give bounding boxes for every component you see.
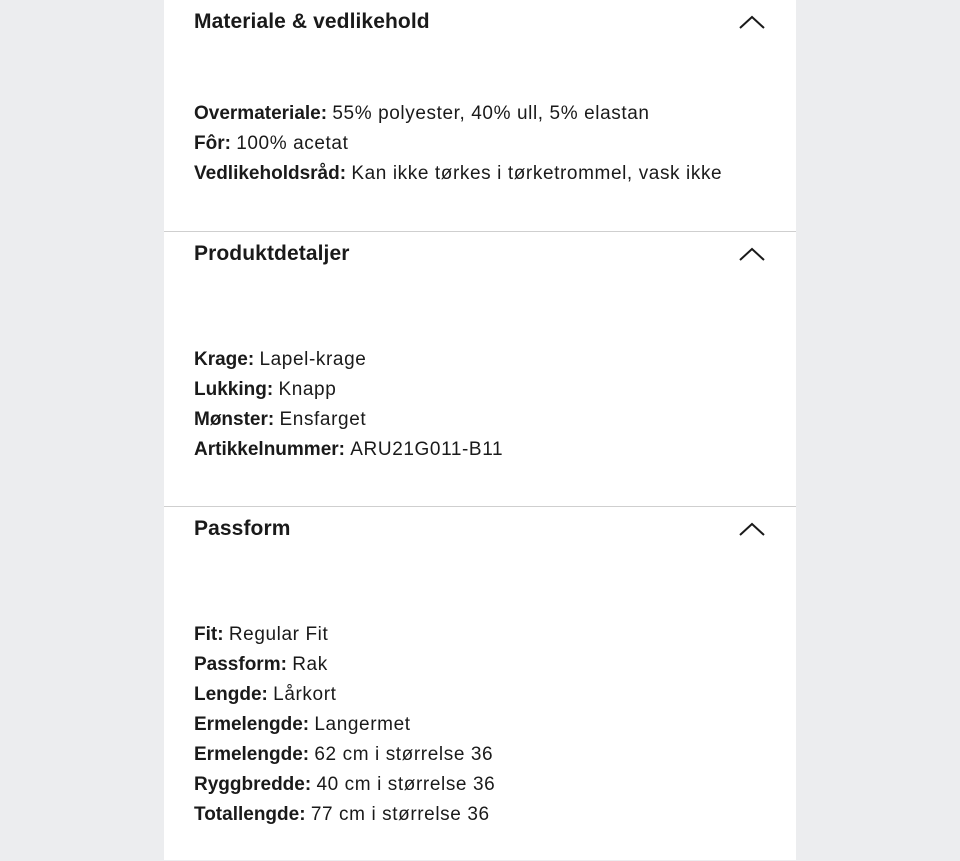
detail-label: Ermelengde: [194,714,310,735]
detail-value: Langermet [314,714,411,735]
detail-label: Overmateriale: [194,103,328,124]
detail-row [194,159,766,189]
section-materials-care [164,0,796,232]
section-title: Produktdetaljer [194,242,350,265]
section-product-details [164,232,796,507]
detail-row [194,405,766,435]
detail-value: Knapp [278,379,337,400]
detail-value: ARU21G011-B11 [350,439,504,460]
detail-row [194,375,766,405]
chevron-up-icon[interactable] [738,12,766,32]
detail-value: 100% acetat [236,133,349,154]
detail-value: Lapel-krage [259,349,367,370]
detail-label: Lukking: [194,379,274,400]
detail-label: Fôr: [194,133,231,154]
detail-row [194,710,766,740]
detail-label: Totallengde: [194,804,306,825]
detail-value: 77 cm i størrelse 36 [310,804,490,825]
section-fit [164,507,796,861]
detail-label: Ryggbredde: [194,774,312,795]
chevron-up-icon[interactable] [738,244,766,264]
detail-label: Artikkelnummer: [194,439,345,460]
detail-label: Vedlikeholdsråd: [194,163,347,184]
section-header-materials-care[interactable] [164,0,796,44]
chevron-up-icon[interactable] [738,519,766,539]
section-header-product-details[interactable] [164,232,796,276]
detail-label: Passform: [194,654,287,675]
detail-label: Fit: [194,624,224,645]
detail-value: 40 cm i størrelse 36 [316,774,496,795]
section-body [164,551,796,830]
detail-row [194,620,766,650]
detail-value: Regular Fit [228,624,329,645]
product-details-panel [164,0,796,860]
detail-label: Krage: [194,349,255,370]
detail-row [194,650,766,680]
detail-row [194,740,766,770]
detail-row [194,680,766,710]
detail-label: Mønster: [194,409,275,430]
detail-label: Ermelengde: [194,744,310,765]
detail-row [194,800,766,830]
detail-value: Lårkort [273,684,337,705]
detail-value: 55% polyester, 40% ull, 5% elastan [332,103,650,124]
section-header-fit[interactable] [164,507,796,551]
detail-value: Kan ikke tørkes i tørketrommel, vask ikke [351,163,723,184]
section-body [164,44,796,189]
detail-row [194,129,766,159]
detail-row [194,770,766,800]
section-title: Materiale & vedlikehold [194,10,430,33]
detail-row [194,435,766,465]
section-body [164,276,796,465]
section-title: Passform [194,517,291,540]
detail-label: Lengde: [194,684,268,705]
detail-row [194,99,766,129]
detail-value: 62 cm i størrelse 36 [314,744,494,765]
detail-value: Rak [292,654,328,675]
detail-row [194,345,766,375]
detail-value: Ensfarget [279,409,367,430]
